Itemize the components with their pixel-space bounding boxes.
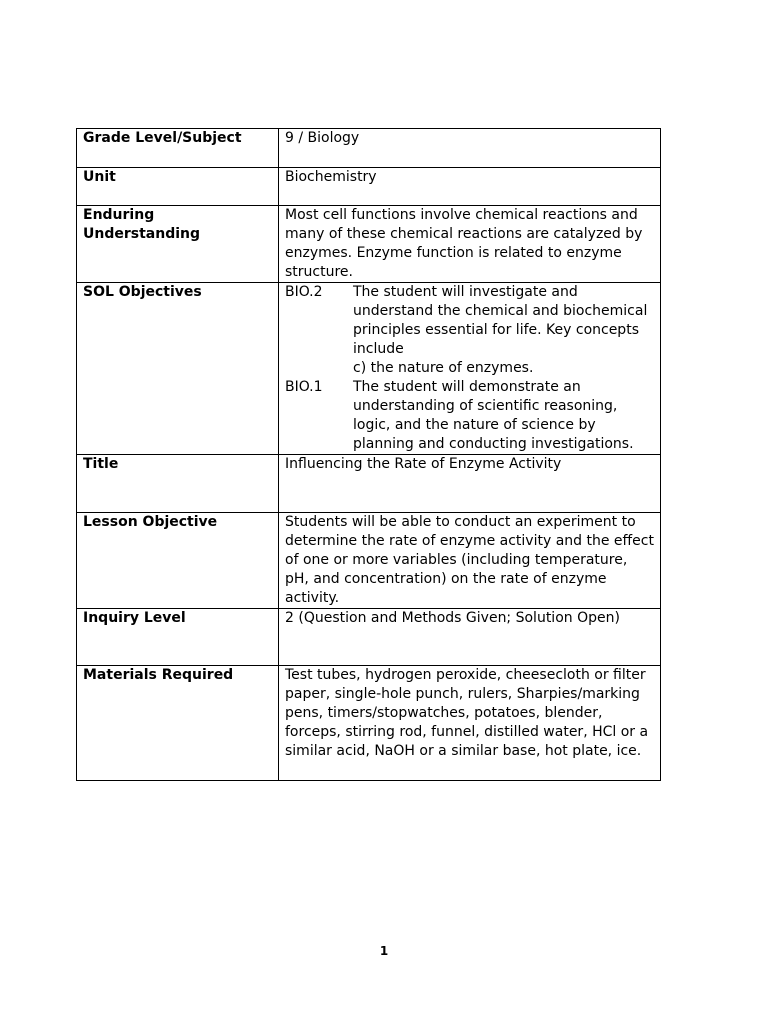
objective-value: Students will be able to conduct an experiment to determine the rate of enzyme activity and the effect of one or more variables (including temperature, pH, and concentration) on the rate of enzyme activity. xyxy=(279,513,661,609)
unit-value: Biochemistry xyxy=(279,168,661,206)
sol-label: SOL Objectives xyxy=(77,283,279,455)
inquiry-value: 2 (Question and Methods Given; Solution Open) xyxy=(279,609,661,666)
sol-text: The student will demonstrate an understanding of scientific reasoning, logic, and the nature of science by planning and conducting investigations. xyxy=(353,379,634,452)
enduring-label: Enduring Understanding xyxy=(77,206,279,283)
sol-text-block xyxy=(353,283,654,378)
table-row-sol xyxy=(77,283,661,455)
page-number: 1 xyxy=(379,944,389,958)
table-row-enduring xyxy=(77,206,661,283)
grade-value: 9 / Biology xyxy=(279,129,661,168)
objective-label: Lesson Objective xyxy=(77,513,279,609)
sol-item-bio2 xyxy=(285,283,654,378)
grade-label: Grade Level/Subject xyxy=(77,129,279,168)
table-row-inquiry xyxy=(77,609,661,666)
unit-label: Unit xyxy=(77,168,279,206)
sol-subitem: c) the nature of enzymes. xyxy=(353,360,534,376)
enduring-value: Most cell functions involve chemical reactions and many of these chemical reactions are catalyzed by enzymes. Enzyme function is related to enzyme structure. xyxy=(279,206,661,283)
title-label: Title xyxy=(77,455,279,513)
title-value: Influencing the Rate of Enzyme Activity xyxy=(279,455,661,513)
sol-text: The student will investigate and understand the chemical and biochemical principles essential for life. Key concepts include xyxy=(353,284,648,357)
sol-item-bio1 xyxy=(285,378,654,454)
inquiry-label: Inquiry Level xyxy=(77,609,279,666)
materials-value: Test tubes, hydrogen peroxide, cheesecloth or filter paper, single-hole punch, rulers, Sharpies/marking pens, timers/stopwatches, potatoes, blender, forceps, stirring rod, funnel, distilled water, HCl or a similar acid, NaOH or a similar base, hot plate, ice. xyxy=(279,666,661,781)
sol-value xyxy=(279,283,661,455)
table-row-unit xyxy=(77,168,661,206)
sol-code: BIO.2 xyxy=(285,284,323,300)
table-row-materials xyxy=(77,666,661,781)
table-row-title xyxy=(77,455,661,513)
sol-code: BIO.1 xyxy=(285,379,323,395)
table-row-objective xyxy=(77,513,661,609)
lesson-plan-table xyxy=(76,128,661,781)
table-row-grade xyxy=(77,129,661,168)
materials-label: Materials Required xyxy=(77,666,279,781)
